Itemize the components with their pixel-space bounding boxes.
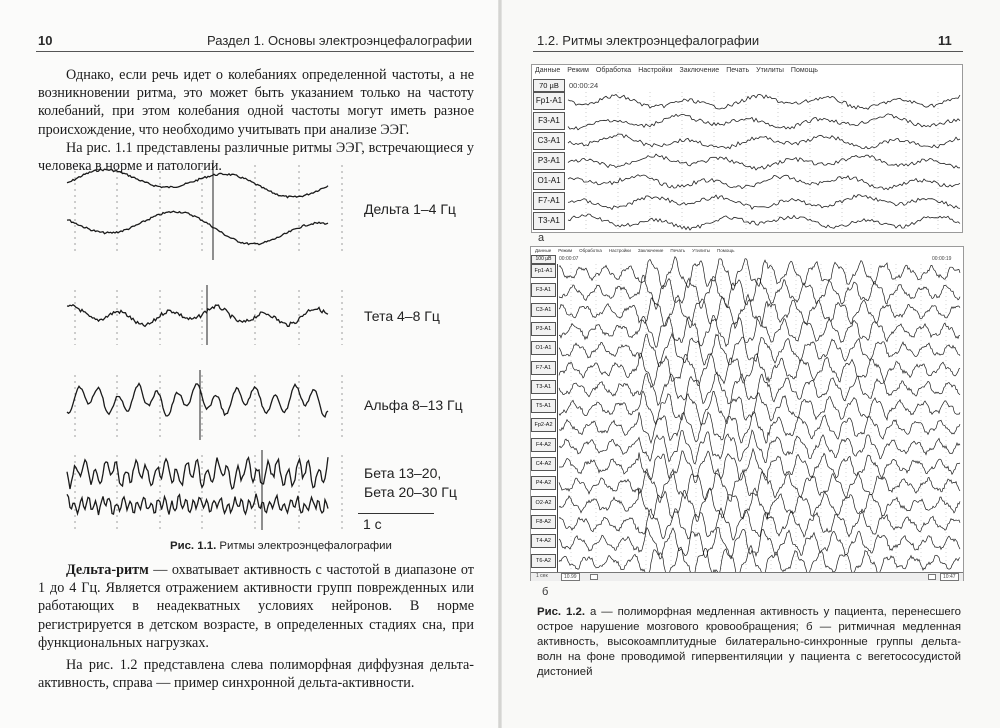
delta-trace-upper <box>67 169 328 198</box>
figure-1-1-number: Рис. 1.1. <box>170 540 217 552</box>
header-rule-right <box>533 51 963 52</box>
menu-item-help[interactable]: Помощь <box>717 248 735 253</box>
eeg-trace <box>559 391 960 425</box>
channel-label[interactable]: T3-A1 <box>531 380 556 394</box>
panel-b-label: б <box>542 586 549 598</box>
status-scale: 1 сек <box>536 573 548 579</box>
page-number-left: 10 <box>38 33 53 48</box>
running-head-right: 1.2. Ритмы электроэнцефалографии <box>537 33 760 48</box>
figure-1-2-text: а — полиморфная медленная активность у пациента, перенесшего острое нарушение мозгового кровообращения; б — ритмичная медленная активность, высокоамплитудные билатерально-синхронные группы дельта-волн на фоне проводимой гипервентиляции у пациента с вегетососудистой дистонией <box>537 606 962 678</box>
figure-1-1-title: Ритмы электроэнцефалографии <box>216 540 392 552</box>
eeg-trace <box>568 195 960 210</box>
status-zoom[interactable]: 10.99 <box>561 573 580 581</box>
menu-item-settings[interactable]: Настройки <box>608 248 631 253</box>
beta-trace-lower <box>67 494 328 515</box>
scroll-right-button[interactable] <box>928 574 936 580</box>
menu-bar-b <box>535 248 741 253</box>
delta-rhythm-label: Дельта 1–4 Гц <box>364 201 456 217</box>
channel-label[interactable]: T3-A1 <box>533 212 565 230</box>
channel-label[interactable]: C3-A1 <box>533 132 565 150</box>
menu-bar-a <box>535 67 825 74</box>
menu-item-print[interactable]: Печать <box>726 67 750 74</box>
header-rule-left <box>36 51 474 52</box>
alpha-rhythm-label: Альфа 8–13 Гц <box>364 397 463 413</box>
channel-label[interactable]: P4-A2 <box>531 476 556 490</box>
channel-label[interactable]: C4-A2 <box>531 457 556 471</box>
channel-label[interactable]: F8-A2 <box>531 515 556 529</box>
beta-trace-upper <box>67 457 328 489</box>
channel-label[interactable]: F7-A1 <box>531 361 556 375</box>
menu-item-processing[interactable]: Обработка <box>579 248 602 253</box>
channel-label[interactable]: F3-A1 <box>533 112 565 130</box>
menu-item-data[interactable]: Данные <box>535 248 552 253</box>
beta-high-rhythm-label: Бета 20–30 Гц <box>364 484 457 500</box>
eeg-trace <box>559 334 960 367</box>
eeg-trace <box>559 528 960 560</box>
menu-item-help[interactable]: Помощь <box>790 67 818 74</box>
channel-label[interactable]: T6-A2 <box>531 554 556 568</box>
menu-item-settings[interactable]: Настройки <box>638 67 673 74</box>
amplitude-scale-a[interactable]: 70 µВ <box>533 79 565 92</box>
channel-label[interactable]: P3-A1 <box>533 152 565 170</box>
menu-item-print[interactable]: Печать <box>670 248 686 253</box>
eeg-trace <box>568 95 960 110</box>
eeg-trace <box>568 134 960 149</box>
time-end-b: 00:00:19 <box>932 256 952 262</box>
theta-rhythm-label: Тета 4–8 Гц <box>364 308 440 324</box>
menu-item-mode[interactable]: Режим <box>558 248 573 253</box>
amplitude-scale-b[interactable]: 100 µВ <box>531 255 556 264</box>
eeg-trace <box>559 449 960 483</box>
final-paragraph: На рис. 1.2 представлена слева полиморфная диффузная дельта-активность, справа — пример синхронной дельта-активности. <box>38 657 474 692</box>
eeg-traces-a <box>566 92 962 232</box>
delta-paragraph <box>38 561 474 652</box>
scroll-left-button[interactable] <box>590 574 598 580</box>
alpha-trace <box>67 384 328 417</box>
eeg-trace <box>559 295 960 329</box>
eeg-trace <box>559 488 960 522</box>
beta-rhythm-label: Бета 13–20, <box>364 465 442 481</box>
menu-item-conclusion[interactable]: Заключение <box>637 248 664 253</box>
menu-item-utilities[interactable]: Утилиты <box>692 248 711 253</box>
theta-trace <box>67 305 328 327</box>
running-head-left: Раздел 1. Основы электроэнцефалографии <box>207 33 472 48</box>
menu-item-mode[interactable]: Режим <box>567 67 589 74</box>
figure-1-2-number: Рис. 1.2. <box>537 606 586 618</box>
channel-label[interactable]: F7-A1 <box>533 192 565 210</box>
status-time: 10:47 <box>940 573 959 581</box>
channel-label[interactable]: F3-A1 <box>531 283 556 297</box>
eeg-trace <box>559 508 960 540</box>
channel-label[interactable]: O2-A2 <box>531 496 556 510</box>
channel-label[interactable]: O1-A1 <box>531 341 556 355</box>
menu-item-processing[interactable]: Обработка <box>595 67 632 74</box>
figure-1-1-caption <box>170 540 392 552</box>
channel-label[interactable]: Fp1-A1 <box>531 264 556 278</box>
channel-label[interactable]: Fp2-A2 <box>531 418 556 432</box>
eeg-trace <box>568 114 960 130</box>
scale-label: 1 с <box>363 516 382 532</box>
channel-label[interactable]: T4-A2 <box>531 534 556 548</box>
panel-a-label: а <box>538 232 545 244</box>
eeg-trace <box>568 214 960 230</box>
channel-label[interactable]: C3-A1 <box>531 303 556 317</box>
menu-item-data[interactable]: Данные <box>535 67 561 74</box>
figure-1-2-caption <box>537 605 961 680</box>
delta-trace-lower <box>67 211 328 244</box>
eeg-trace <box>559 275 960 309</box>
eeg-trace <box>559 469 960 503</box>
channel-label[interactable]: O1-A1 <box>533 172 565 190</box>
eeg-trace <box>559 430 960 464</box>
intro-paragraph-1: Однако, если речь идет о колебаниях определенной частоты, а не возникновении ритма, это может быть указанием только на частоту колебаний, при этом колебания одной частоты могут иметь разное происхождение, что необходимо учитывать при анализе ЭЭГ. <box>38 67 474 138</box>
channel-label[interactable]: P3-A1 <box>531 322 556 336</box>
eeg-trace <box>568 154 960 170</box>
eeg-trace <box>568 175 960 190</box>
menu-item-utilities[interactable]: Утилиты <box>756 67 784 74</box>
eeg-trace <box>559 412 960 443</box>
time-start-a: 00:00:24 <box>569 81 599 90</box>
intro-paragraph-2: На рис. 1.1 представлены различные ритмы ЭЭГ, встречающиеся у человека в норме и патологии. <box>38 139 474 175</box>
delta-term: Дельта-ритм <box>66 562 149 578</box>
time-start-b: 00:00:07 <box>559 256 579 262</box>
delta-description: — охватывает активность с частотой в диапазоне от 1 до 4 Гц. Является отражением активности групп поврежденных или работающих в неадекватных условиях нейронов. В норме регистрируется в детском возрасте, в определенных стадиях сна, при функциональных нагрузках. <box>38 562 474 651</box>
page-number-right: 11 <box>938 33 952 48</box>
menu-item-conclusion[interactable]: Заключение <box>679 67 720 74</box>
channel-label[interactable]: F4-A2 <box>531 438 556 452</box>
channel-label[interactable]: Fp1-A1 <box>533 92 565 110</box>
delta-section <box>38 561 474 692</box>
eeg-traces-b <box>558 264 962 572</box>
channel-label[interactable]: T5-A1 <box>531 399 556 413</box>
